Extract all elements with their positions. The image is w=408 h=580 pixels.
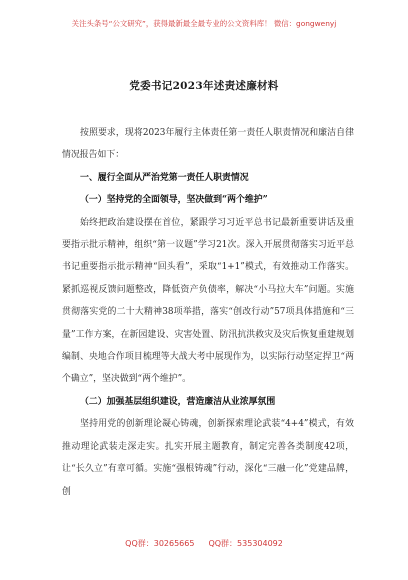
footer-qq-group-2: QQ群：535304092 [208, 539, 283, 548]
document-body [62, 122, 354, 503]
footer-qq-group-1: QQ群：30265665 [125, 539, 195, 548]
footer [0, 538, 408, 549]
subsection-heading-1: （一）坚持党的全面领导，坚决做到“两个维护” [80, 195, 268, 206]
section-heading-1: 一、履行全面从严治党第一责任人职责情况 [80, 172, 249, 183]
intro-paragraph: 按照要求，现将2023年履行主体责任第一责任人职责情况和廉洁自律情况报告如下： [62, 128, 354, 161]
body-paragraph-1: 始终把政治建设摆在首位，紧跟学习习近平总书记最新重要讲话及重要指示批示精神，组织“第一议题”学习21次。深入开展贯彻落实习近平总书记重要指示批示精神“回头看”，采取“1+1”模式，有效推动工作落实。紧抓巡视反馈问题整改，降低资产负债率，解决“小马拉大车”问题。实施贯彻落实党的二十大精神38项举措，落实“创改行动”57项具体措施和“三量”工作方案，在新园建设、灾害处置、防汛抗洪救灾及灾后恢复重建规划编制、央地合作项目梳理等大战大考中展现作为，以实际行动坚定捍卫“两个确立”，坚决做到“两个维护”。 [62, 217, 354, 385]
header-banner: 关注头条号“公文研究”，获得最新最全最专业的公文资料库！ 微信：gongwenyj [71, 19, 337, 28]
subsection-heading-2: （二）加强基层组织建设，营造廉洁从业浓厚氛围 [80, 396, 276, 407]
document-title: 党委书记2023年述责述廉材料 [129, 80, 279, 92]
body-paragraph-2: 坚持用党的创新理论凝心铸魂，创新探索理论武装“4+4”模式，有效推动理论武装走深走实。扎实开展主题教育，制定完善各类制度42项，让“长久立”有章可循。实施“强根铸魂”行动，深化“三融一化”党建品牌，创 [62, 419, 354, 497]
